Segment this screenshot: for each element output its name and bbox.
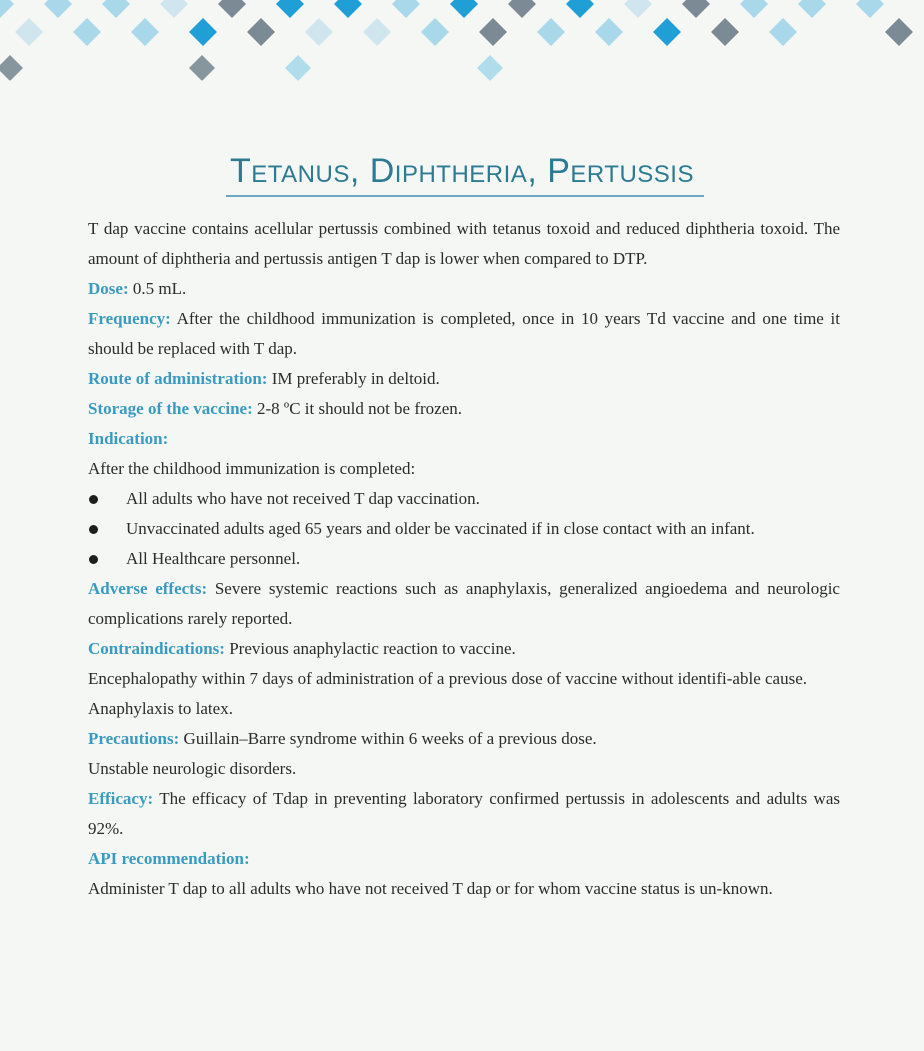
- diamond-shape: [537, 18, 565, 46]
- diamond-shape: [44, 0, 72, 18]
- indication-heading: [88, 424, 840, 454]
- api-label: API recommendation:: [88, 849, 250, 868]
- route-label: Route of administration:: [88, 369, 268, 388]
- diamond-shape: [392, 0, 420, 18]
- diamond-shape: [595, 18, 623, 46]
- contraindication-latex: Anaphylaxis to latex.: [88, 699, 233, 718]
- dose-label: Dose:: [88, 279, 129, 298]
- diamond-shape: [247, 18, 275, 46]
- precautions-text: Guillain–Barre syndrome within 6 weeks of a previous dose.: [179, 729, 597, 748]
- list-item: All Healthcare personnel.: [88, 544, 840, 574]
- diamond-shape: [363, 18, 391, 46]
- adverse-text: Severe systemic reactions such as anaphylaxis, generalized angioedema and neurologic complications rarely reported.: [88, 579, 840, 628]
- route-text: IM preferably in deltoid.: [267, 369, 440, 388]
- diamond-shape: [189, 18, 217, 46]
- diamond-shape: [0, 0, 14, 18]
- title-underline: [226, 195, 704, 197]
- storage-label: Storage of the vaccine:: [88, 399, 253, 418]
- route-line: [88, 364, 840, 394]
- frequency-line: [88, 304, 840, 364]
- diamond-shape: [653, 18, 681, 46]
- diamond-shape: [450, 0, 478, 18]
- diamond-shape: [508, 0, 536, 18]
- document-body: [88, 214, 840, 904]
- diamond-shape: [15, 18, 43, 46]
- diamond-shape: [131, 18, 159, 46]
- frequency-label: Frequency:: [88, 309, 171, 328]
- diamond-shape: [798, 0, 826, 18]
- precaution-neurologic: Unstable neurologic disorders.: [88, 759, 297, 778]
- banner-fade: [0, 80, 924, 110]
- dose-text: 0.5 mL.: [128, 279, 187, 298]
- diamond-shape: [769, 18, 797, 46]
- list-item: All adults who have not received T dap vaccination.: [88, 484, 840, 514]
- diamond-shape: [102, 0, 130, 18]
- diamond-shape: [740, 0, 768, 18]
- dose-line: [88, 274, 840, 304]
- diamond-shape: [421, 18, 449, 46]
- frequency-text: After the childhood immunization is completed, once in 10 years Td vaccine and one time it should be replaced with T dap.: [88, 309, 840, 358]
- indication-lead: After the childhood immunization is completed:: [88, 459, 416, 478]
- contraindications-line: [88, 634, 840, 664]
- efficacy-line: [88, 784, 840, 844]
- efficacy-label: Efficacy:: [88, 789, 154, 808]
- diamond-shape: [566, 0, 594, 18]
- api-text: Administer T dap to all adults who have not received T dap or for whom vaccine status is un-known.: [88, 879, 773, 898]
- diamond-shape: [0, 55, 23, 81]
- page-title: Tetanus, Diphtheria, Pertussis: [230, 152, 694, 190]
- indication-label: Indication:: [88, 429, 169, 448]
- contraindications-label: Contraindications:: [88, 639, 225, 658]
- diamond-shape: [276, 0, 304, 18]
- diamond-pattern-banner: [0, 0, 924, 110]
- diamond-shape: [305, 18, 333, 46]
- adverse-effects-line: [88, 574, 840, 634]
- contraindication-encephalopathy: Encephalopathy within 7 days of administration of a previous dose of vaccine without identifi-able cause.: [88, 669, 807, 688]
- adverse-label: Adverse effects:: [88, 579, 208, 598]
- diamond-shape: [479, 18, 507, 46]
- diamond-shape: [711, 18, 739, 46]
- diamond-shape: [477, 55, 503, 81]
- diamond-shape: [334, 0, 362, 18]
- indication-list: [88, 484, 840, 574]
- diamond-shape: [218, 0, 246, 18]
- efficacy-text: The efficacy of Tdap in preventing laboratory confirmed pertussis in adolescents and adults was 92%.: [88, 789, 840, 838]
- storage-text: 2-8 ºC it should not be frozen.: [252, 399, 463, 418]
- diamond-shape: [682, 0, 710, 18]
- contraindications-text: Previous anaphylactic reaction to vaccine.: [224, 639, 516, 658]
- diamond-shape: [856, 0, 884, 18]
- precautions-label: Precautions:: [88, 729, 180, 748]
- list-item: Unvaccinated adults aged 65 years and older be vaccinated if in close contact with an infant.: [88, 514, 840, 544]
- diamond-shape: [73, 18, 101, 46]
- diamond-shape: [885, 18, 913, 46]
- diamond-shape: [189, 55, 215, 81]
- intro-paragraph: T dap vaccine contains acellular pertussis combined with tetanus toxoid and reduced diphtheria toxoid. The amount of diphtheria and pertussis antigen T dap is lower when compared to DTP.: [88, 219, 840, 268]
- storage-line: [88, 394, 840, 424]
- diamond-shape: [160, 0, 188, 18]
- precautions-line: [88, 724, 840, 754]
- diamond-shape: [624, 0, 652, 18]
- api-heading: [88, 844, 840, 874]
- diamond-shape: [285, 55, 311, 81]
